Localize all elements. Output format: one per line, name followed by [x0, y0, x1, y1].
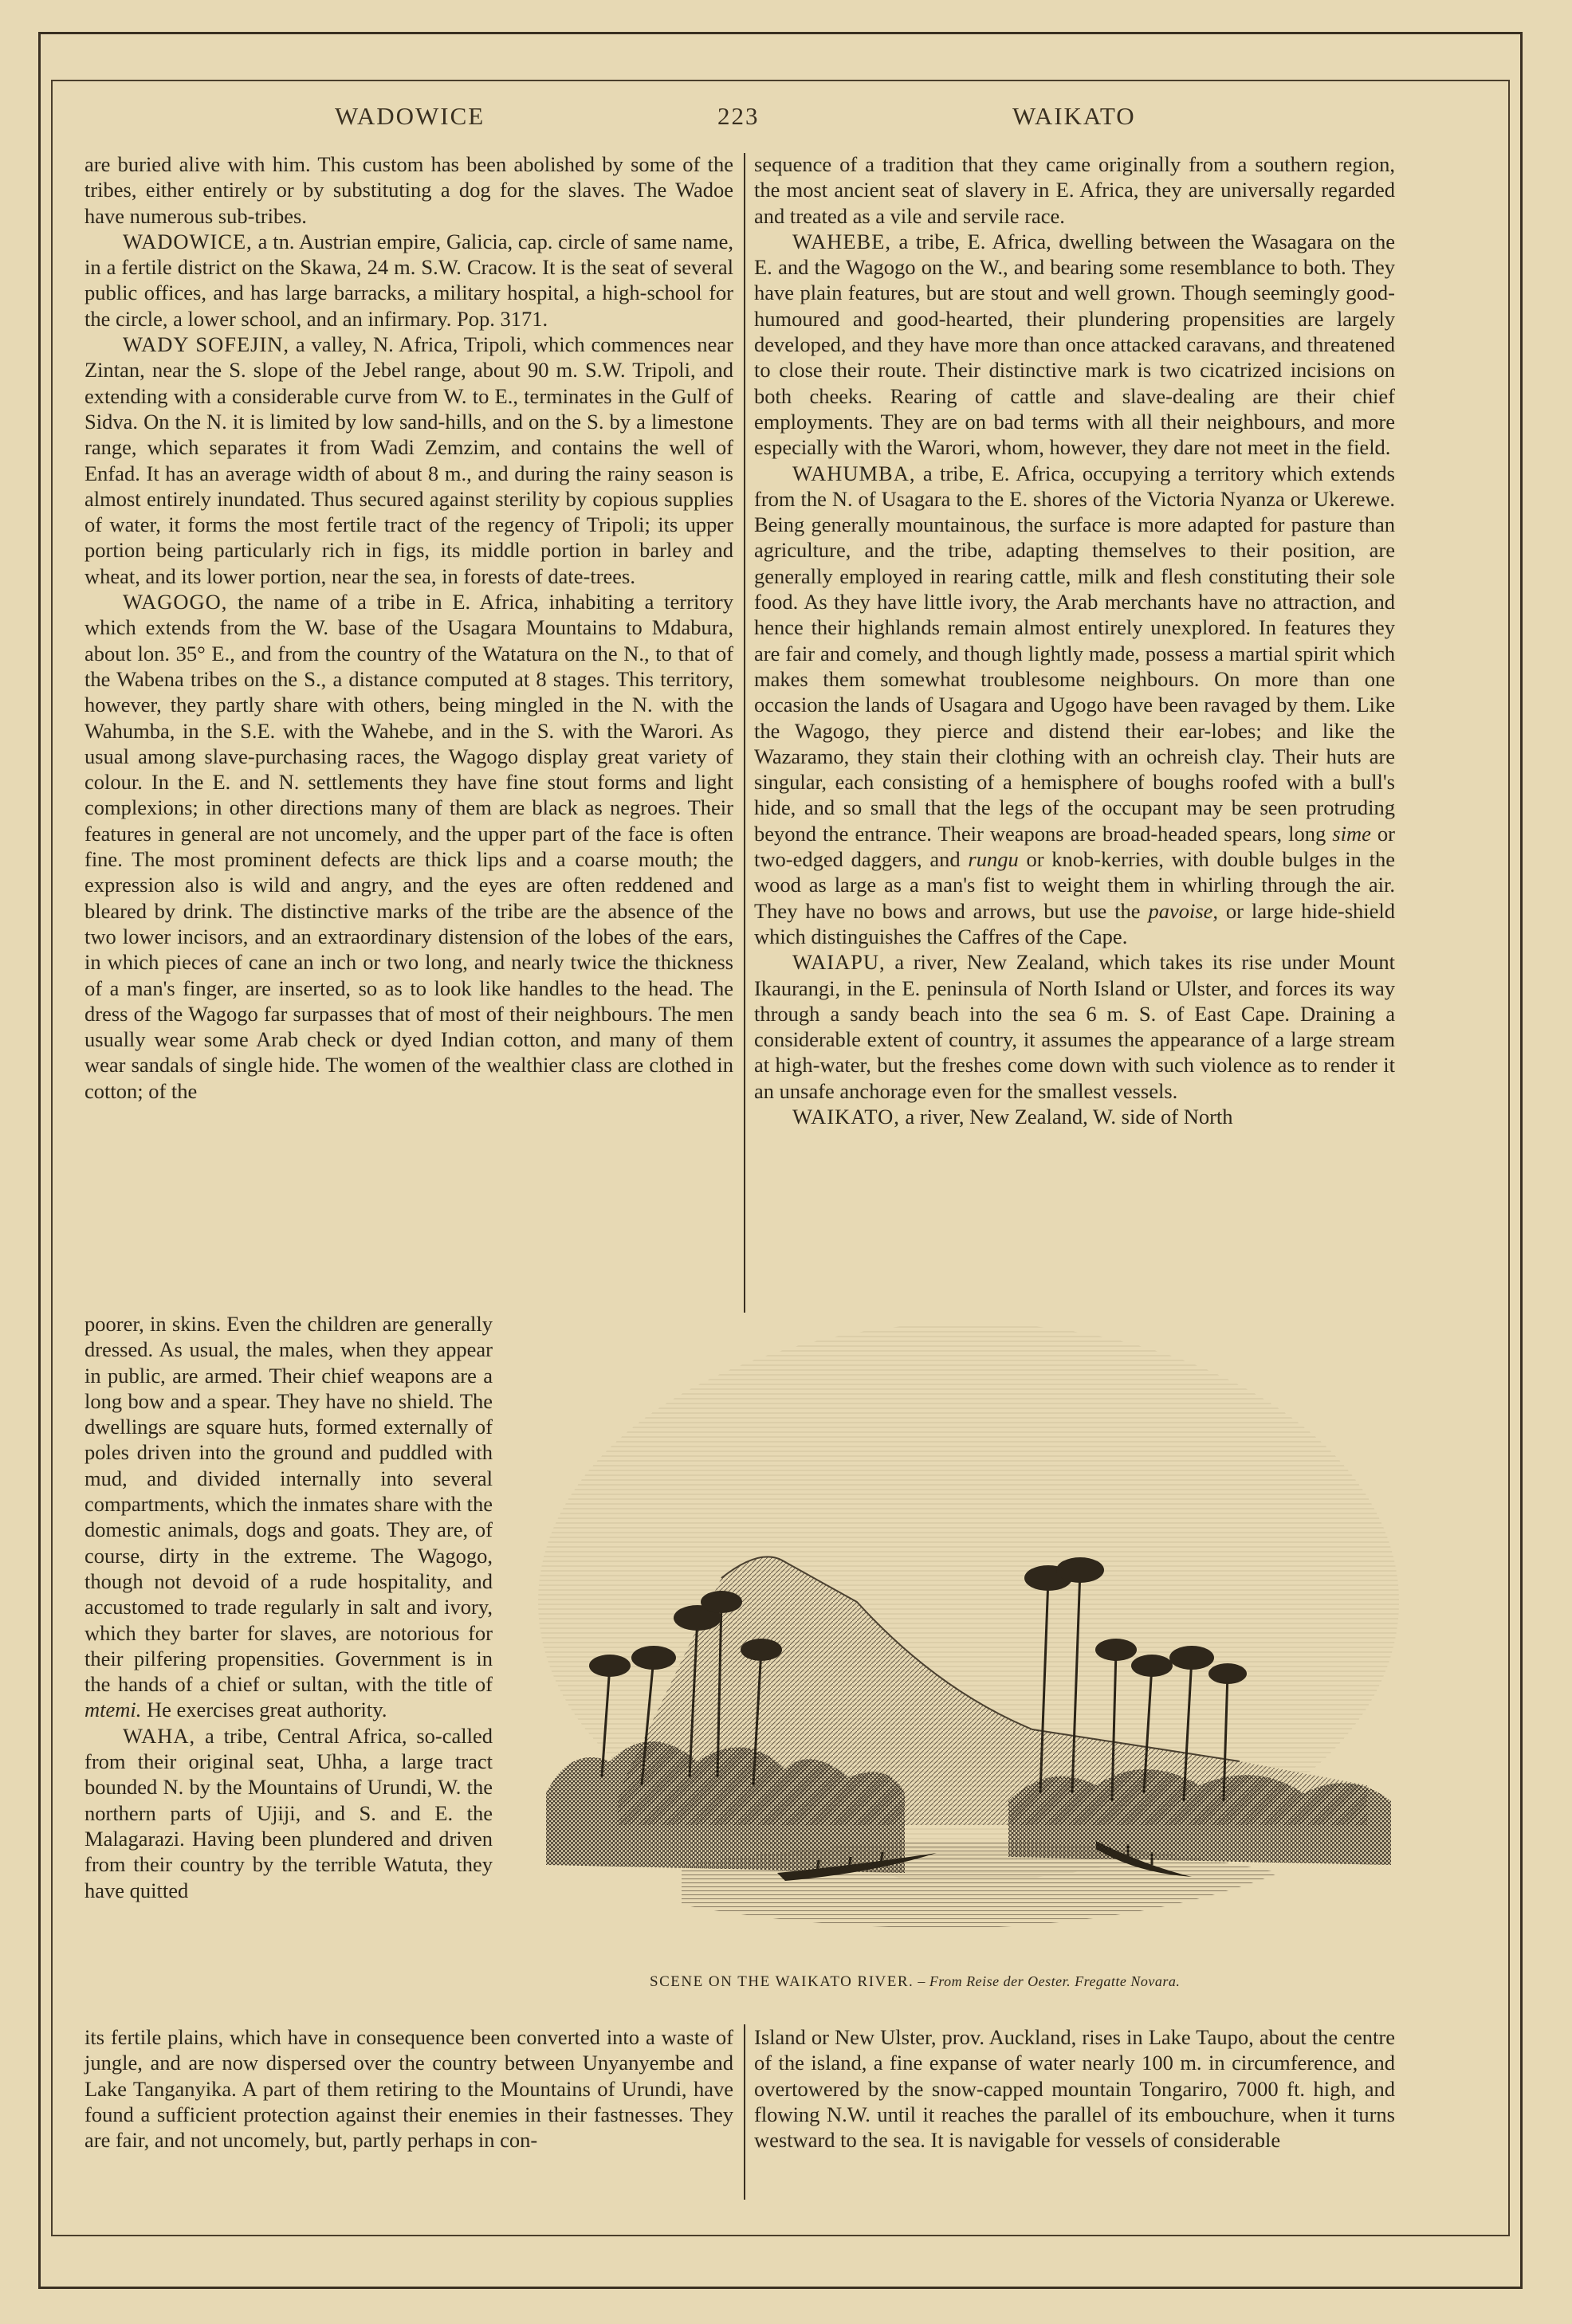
headword-wahumba: WAHUMBA,	[792, 461, 916, 485]
entry-wagogo-continued-text: poorer, in skins. Even the children are generally dressed. As usual, the males, when they appear in public, are armed. Their chief weapons are a long bow and a spear. They have no shield. The dwellings are square huts, formed externally of poles driven into the ground and puddled with mud, and divided internally into several compartments, which the inmates share with the domestic animals, dogs and goats. They are, of course, dirty in the extreme. The Wagogo, though not devoid of a rude hospitality, and accustomed to trade regularly in salt and ivory, which they barter for slaves, are notorious for their pilfering propensities. Government is in the hands of a chief or sultan, with the title of	[84, 1312, 493, 1697]
paragraph-waha-continued: sequence of a tradition that they came originally from a southern region, the most ancient seat of slavery in E. Africa, they are universally regarded and treated as a vile and servile race.	[754, 152, 1395, 228]
entry-wahumba-text-3: or knob-kerries, with double bulges in the wood as large as a man's fist to weight them in whirling through the air. They have no bows and arrows, but use the	[754, 847, 1395, 923]
entry-wagogo-end-text: He exercises great authority.	[141, 1698, 387, 1722]
left-column-bottom	[84, 2024, 733, 2153]
entry-waikato-text: a river, New Zealand, W. side of North	[899, 1104, 1233, 1129]
running-head-left: WADOWICE	[335, 102, 485, 130]
term-rungu: rungu	[968, 847, 1019, 872]
headword-waikato: WAIKATO,	[792, 1104, 900, 1129]
left-column	[84, 151, 733, 1104]
headword-waha: WAHA,	[123, 1723, 196, 1748]
left-column-narrow	[84, 1311, 493, 1903]
entry-wahumba-text-4: or large hide-shield which distinguishes the Caffres of the Cape.	[754, 898, 1395, 948]
term-pavoise: pavoise,	[1148, 898, 1219, 923]
entry-wady-sofejin	[84, 332, 733, 589]
running-head-right: WAIKATO	[1012, 102, 1136, 130]
headword-wady-sofejin: WADY SOFEJIN,	[123, 332, 290, 357]
entry-wahebe-text: a tribe, E. Africa, dwelling between the Wasagara on the E. and the Wagogo on the W., and bearing some resemblance to both. They have plain features, but are stout and well grown. Though seemingly good-humoured and good-hearted, their plundering propensities are largely developed, and they have more than once attacked caravans, and threatened to close their route. Their distinctive mark is two cicatrized incisions on both cheeks. Rearing of cattle and slave-dealing are their chief employments. They are on bad terms with all their neighbours, and more especially with the Warori, whom, however, they dare not meet in the field.	[754, 229, 1395, 460]
entry-wagogo-continued	[84, 1311, 493, 1723]
page-number: 223	[717, 102, 760, 130]
waikato-river-engraving	[522, 1315, 1411, 1953]
entry-wagogo	[84, 589, 733, 1104]
entry-wady-sofejin-text: a valley, N. Africa, Tripoli, which commences near Zintan, near the S. slope of the Jebel range, about 90 m. S.W. Tripoli, and extending with a considerable curve from W. to E., terminates in the Gulf of Sidva. On the N. it is limited by low sand-hills, and on the S. by a limestone range, which separates it from Wadi Zemzim, and contains the well of Enfad. It has an average width of about 8 m., and during the rainy season is almost entirely inundated. Thus secured against sterility by copious supplies of water, it forms the most fertile tract of the regency of Tripoli; its upper portion being particularly rich in figs, its middle portion in barley and wheat, and its lower portion, near the sea, in forests of date-trees.	[84, 332, 733, 588]
headword-wahebe: WAHEBE,	[792, 229, 892, 253]
entry-waha-text: a tribe, Central Africa, so-called from their original seat, Uhha, a large tract bounded N. by the Mountains of Urundi, W. the northern parts of Ujiji, and S. and E. the Malagarazi. Having been plundered and driven from their country by the terrible Watuta, they have quitted	[84, 1723, 493, 1902]
headword-wadowice: WADOWICE,	[123, 229, 253, 253]
entry-wahumba-text-2: or two-edged daggers, and	[754, 821, 1395, 872]
right-column	[754, 151, 1395, 1129]
entry-wahumba-text-1: a tribe, E. Africa, occupying a territory which extends from the N. of Usagara to the E. shores of the Victoria Nyanza or Ukerewe. Being generally mountainous, the surface is more adapted for pasture than agriculture, and the tribe, adapting themselves to their position, are generally employed in rearing cattle, milk and flesh constituting their sole food. As they have little ivory, the Arab merchants have no attraction, and hence their highlands remain almost entirely unexplored. In features they are fair and comely, and though lightly made, possess a martial spirit which makes them somewhat troublesome neighbours. On more than one occasion the lands of Usagara and Ugogo have been ravaged by them. Like the Wagogo, they pierce and distend their ear-lobes; and like the Wazaramo, they stain their clothing with an ochreish clay. Their huts are singular, each consisting of a hemisphere of boughs roofed with a bull's hide, and so small that the legs of the occupant may be seen protruding beyond the entrance. Their weapons are broad-headed spears, long	[754, 461, 1395, 846]
entry-waiapu	[754, 949, 1395, 1104]
caption-source: – From Reise der Oester. Fregatte Novara.	[914, 1973, 1181, 1989]
entry-waha	[84, 1723, 493, 1903]
column-divider-bottom	[744, 2024, 745, 2200]
entry-waiapu-text: a river, New Zealand, which takes its rise under Mount Ikaurangi, in the E. peninsula of North Island or Ulster, and forces its way through a sandy beach into the sea 6 m. S. of East Cape. Draining a considerable extent of country, it assumes the appearance of a large stream at high-water, but the freshes come down with such violence as to render it an unsafe anchorage even for the smallest vessels.	[754, 950, 1395, 1103]
term-mtemi: mtemi.	[84, 1698, 142, 1722]
paragraph-wadoe-continued: are buried alive with him. This custom has been abolished by some of the tribes, either entirely or by substituting a dog for the slaves. The Wadoe have numerous sub-tribes.	[84, 152, 733, 228]
entry-waha-continued: its fertile plains, which have in consequence been converted into a waste of jungle, and are now dispersed over the country between Unyanyembe and Lake Tanganyika. A part of them retiring to the Mountains of Urundi, have found a sufficient protection against their enemies in their fastnesses. They are fair, and not uncomely, but, partly perhaps in con-	[84, 2025, 733, 2153]
entry-wahumba	[754, 461, 1395, 950]
entry-waikato	[754, 1104, 1395, 1129]
entry-wagogo-text: the name of a tribe in E. Africa, inhabiting a territory which extends from the W. base of the Usagara Mountains to Mdabura, about lon. 35° E., and from the country of the Watatura on the N., to that of the Wabena tribes on the S., a distance computed at 8 stages. This territory, however, they partly share with others, being mingled in the N. with the Wahumba, in the S.E. with the Wahebe, and in the S. with the Warori. As usual among slave-purchasing races, the Wagogo display great variety of colour. In the E. and N. settlements they have fine stout forms and light complexions; in other directions many of them are black as negroes. Their features in general are not uncomely, and the upper part of the face is often fine. The most prominent defects are thick lips and a coarse mouth; the expression also is wild and angry, and the eyes are often reddened and bleared by drink. The distinctive marks of the tribe are the absence of the two lower incisors, and an extraordinary distension of the lobes of the ears, in which pieces of cane an inch or two long, and nearly twice the thickness of a man's finger, are inserted, so as to look like handles to the head. The dress of the Wagogo far surpasses that of most of their neighbours. The men usually wear some Arab check or dyed Indian cotton, and many of them wear sandals of single hide. The women of the wealthier class are clothed in cotton; of the	[84, 590, 733, 1103]
column-divider-top	[744, 153, 745, 1313]
entry-wadowice-text: a tn. Austrian empire, Galicia, cap. circle of same name, in a fertile district on the Skawa, 24 m. S.W. Cracow. It is the seat of several public offices, and has large barracks, a military hospital, a high-school for the circle, a lower school, and an infirmary. Pop. 3171.	[84, 229, 733, 331]
term-sime: sime	[1332, 821, 1371, 846]
headword-wagogo: WAGOGO,	[123, 590, 228, 614]
caption-title: SCENE ON THE WAIKATO RIVER.	[650, 1973, 914, 1990]
entry-wadowice	[84, 229, 733, 332]
right-column-bottom	[754, 2024, 1395, 2153]
entry-wahebe	[754, 229, 1395, 461]
entry-waikato-continued: Island or New Ulster, prov. Auckland, rises in Lake Taupo, about the centre of the island, a fine expanse of water nearly 100 m. in circumference, and overtowered by the snow-capped mountain Tongariro, 7000 ft. high, and flowing N.W. until it reaches the parallel of its embouchure, when it turns westward to the sea. It is navigable for vessels of considerable	[754, 2025, 1395, 2153]
headword-waiapu: WAIAPU,	[792, 950, 886, 975]
illustration-caption	[650, 1973, 1415, 1991]
